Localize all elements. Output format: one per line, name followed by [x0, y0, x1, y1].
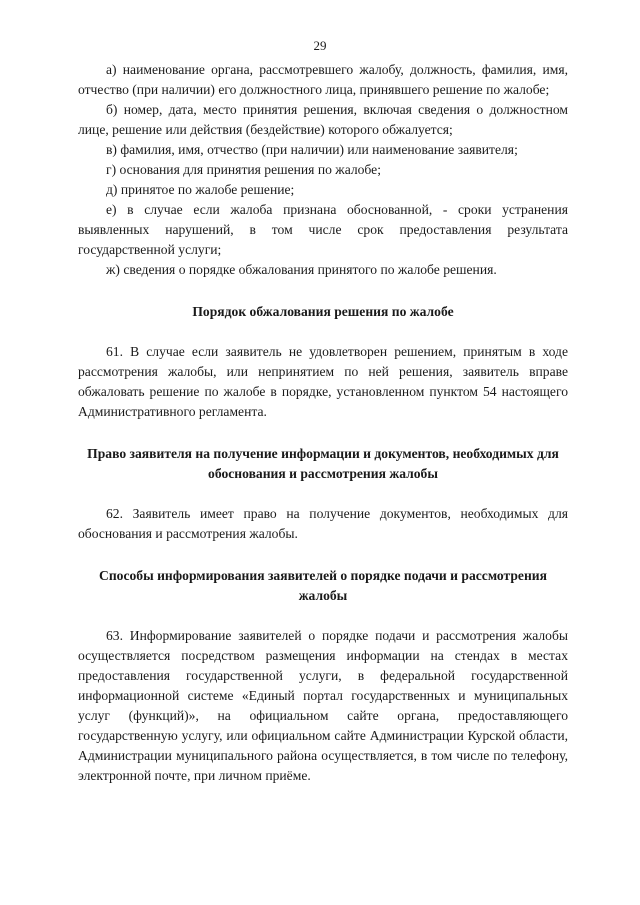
section-heading: Право заявителя на получение информации и документов, необходимых для обоснования и рассмотрения жалобы [87, 446, 559, 481]
section-heading: Способы информирования заявителей о порядке подачи и рассмотрения жалобы [99, 568, 547, 603]
section-paragraph: 62. Заявитель имеет право на получение документов, необходимых для обоснования и рассмотрения жалобы. [78, 506, 568, 541]
section-heading: Порядок обжалования решения по жалобе [192, 304, 454, 319]
list-item-a: а) наименование органа, рассмотревшего жалобу, должность, фамилия, имя, отчество (при наличии) его должностного лица, принявшего решение по жалобе; [78, 62, 568, 97]
list-item-d: д) принятое по жалобе решение; [106, 182, 295, 197]
section-paragraph: 63. Информирование заявителей о порядке подачи и рассмотрения жалобы осуществляется посредством размещения информации на стендах в местах предоставления государственной услуги, в федеральной государственной информационной системе «Единый портал государственных и муниципальных услуг (функций)», на официальном сайте органа, предоставляющего государственную услугу, или официальном сайте Администрации Курской области, Администрации муниципального района осуществляется, в том числе по телефону, электронной почте, при личном приёме. [78, 628, 568, 783]
document-body [78, 60, 568, 786]
list-item-b: б) номер, дата, место принятия решения, включая сведения о должностном лице, решение или действия (бездействие) которого обжалуется; [78, 102, 568, 137]
page-number: 29 [313, 38, 327, 53]
section-paragraph: 61. В случае если заявитель не удовлетворен решением, принятым в ходе рассмотрения жалобы, или непринятием по ней решения, заявитель вправе обжаловать решение по жалобе в порядке, установленном пунктом 54 настоящего Административного регламента. [78, 344, 568, 419]
list-item-zh: ж) сведения о порядке обжалования принятого по жалобе решения. [106, 262, 497, 277]
list-item-g: г) основания для принятия решения по жалобе; [106, 162, 381, 177]
list-item-v: в) фамилия, имя, отчество (при наличии) или наименование заявителя; [106, 142, 518, 157]
list-item-e: е) в случае если жалоба признана обоснованной, - сроки устранения выявленных нарушений, в том числе срок предоставления результата государственной услуги; [78, 202, 568, 257]
